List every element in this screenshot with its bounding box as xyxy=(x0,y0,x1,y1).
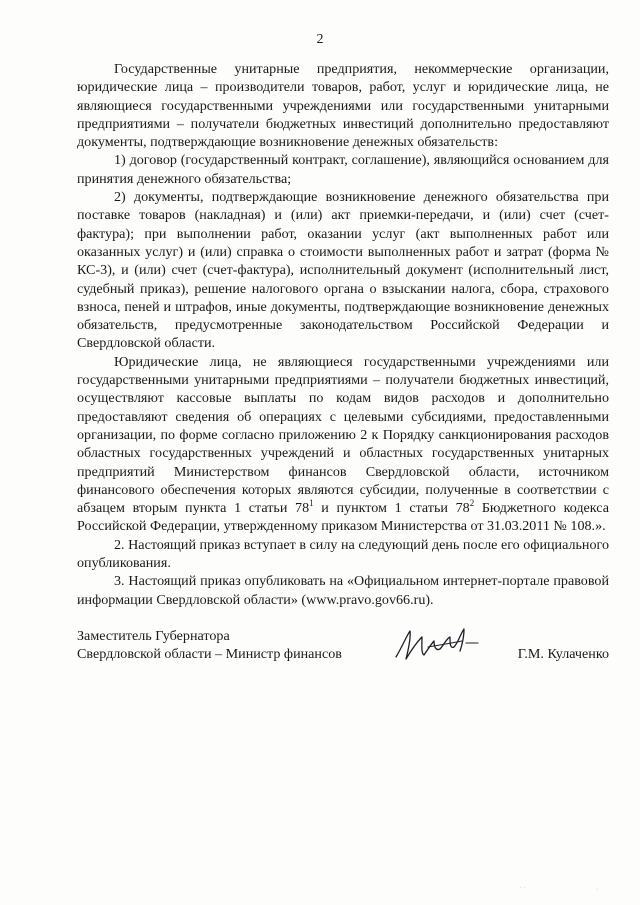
text-line: предоставляют документы, подтверждающие возникновение денежных xyxy=(77,115,610,151)
text-line: правовой информации Свердловской области» (www.pravo.gov66.ru). xyxy=(77,573,609,608)
text-line: 1) договор (государственный контракт, соглашение), являющийся xyxy=(114,152,510,169)
text-line: подтверждающие возникновение денежных обязательств, предусмотренные xyxy=(77,298,609,334)
superscript: 1 xyxy=(309,498,314,509)
text-line: Государственные унитарные предприятия, некоммерческие организации, xyxy=(114,61,609,77)
scan-artifact: · · xyxy=(520,885,526,891)
text-line: и пунктом 1 статьи 78 xyxy=(321,500,470,517)
text-line: субсидии, полученные в соответствии с абзацем вторым пункта 1 статьи 78 xyxy=(77,481,609,517)
text-line: законодательством Российской Федерации и Свердловской области. xyxy=(77,317,609,352)
text-line: или оказанных услуг) и (или) справка о стоимости выполненных работ и затрат xyxy=(77,225,609,260)
signatory-position-line: Заместитель Губернатора xyxy=(77,628,230,644)
signature-block xyxy=(77,627,609,667)
text-line: не являющиеся государственными учреждениями или государственными xyxy=(77,79,609,114)
paragraph-clause-2 xyxy=(77,536,609,573)
paragraph-organizations xyxy=(77,60,609,151)
text-line: (счет-фактура); при выполнении работ, оказании услуг (акт выполненных работ xyxy=(77,207,609,242)
superscript: 2 xyxy=(469,498,475,509)
text-line: при поставке товаров (накладная) и (или) акт приемки-передачи, и (или) счет xyxy=(77,189,609,224)
document-body xyxy=(77,60,609,609)
text-line: о взыскании налога, сбора, страхового взноса, пеней и штрафов, иные документы, xyxy=(77,280,609,315)
text-line: унитарными предприятиями – получатели бюджетных инвестиций дополнительно xyxy=(77,97,609,132)
text-line: утвержденному приказом Министерства от 31.03.2011 № 108.». xyxy=(223,518,606,535)
text-line: и областных государственных унитарных предприятий Министерством финансов xyxy=(77,445,609,480)
signatory-position-line: Свердловской области – Министр финансов xyxy=(77,646,342,663)
text-line: (форма № КС-3), и (или) счет (счет-фактура), исполнительный документ xyxy=(77,243,609,279)
text-line: юридические лица – производители товаров, работ, услуг и юридические лица, xyxy=(77,79,588,96)
text-line: 3. Настоящий приказ опубликовать на «Официальном интернет-портале xyxy=(114,573,550,590)
text-line: Свердловской области, источником финансового обеспечения которых являются xyxy=(77,463,609,498)
page-number: 2 xyxy=(316,32,324,47)
handwritten-signature xyxy=(392,623,484,667)
text-line: обязательств: xyxy=(417,134,498,151)
signatory-name: Г.М. Кулаченко xyxy=(517,646,609,662)
signatory-position xyxy=(77,627,377,664)
text-line: предоставленными организации, по форме согласно приложению 2 к Порядку xyxy=(77,408,609,443)
text-line: инвестиций, осуществляют кассовые выплаты по кодам видов расходов xyxy=(77,372,609,407)
scan-artifact: · xyxy=(596,887,598,893)
text-line: Юридические лица, не являющиеся государственными учреждениями xyxy=(114,353,576,370)
text-line: (исполнительный лист, судебный приказ), решение налогового органа xyxy=(77,262,609,297)
text-line: основанием для принятия денежного обязательства; xyxy=(77,152,609,187)
paragraph-item-1 xyxy=(77,151,609,188)
text-line: Бюджетного кодекса Российской Федерации, xyxy=(77,500,609,535)
paragraph-legal-entities xyxy=(77,353,609,536)
text-line: или государственными унитарными предприятиями – получатели бюджетных xyxy=(77,353,609,389)
paragraph-item-2 xyxy=(77,188,609,353)
text-line: санкционирования расходов областных государственных учреждений xyxy=(77,426,609,462)
paragraph-clause-3 xyxy=(77,572,609,609)
text-line: официального опубликования. xyxy=(77,536,609,572)
text-line: и дополнительно предоставляют сведения об операциях с целевыми субсидиями, xyxy=(77,390,609,425)
text-line: 2) документы, подтверждающие возникновение денежного обязательства xyxy=(114,189,579,206)
text-line: 2. Настоящий приказ вступает в силу на следующий день после его xyxy=(114,536,520,553)
